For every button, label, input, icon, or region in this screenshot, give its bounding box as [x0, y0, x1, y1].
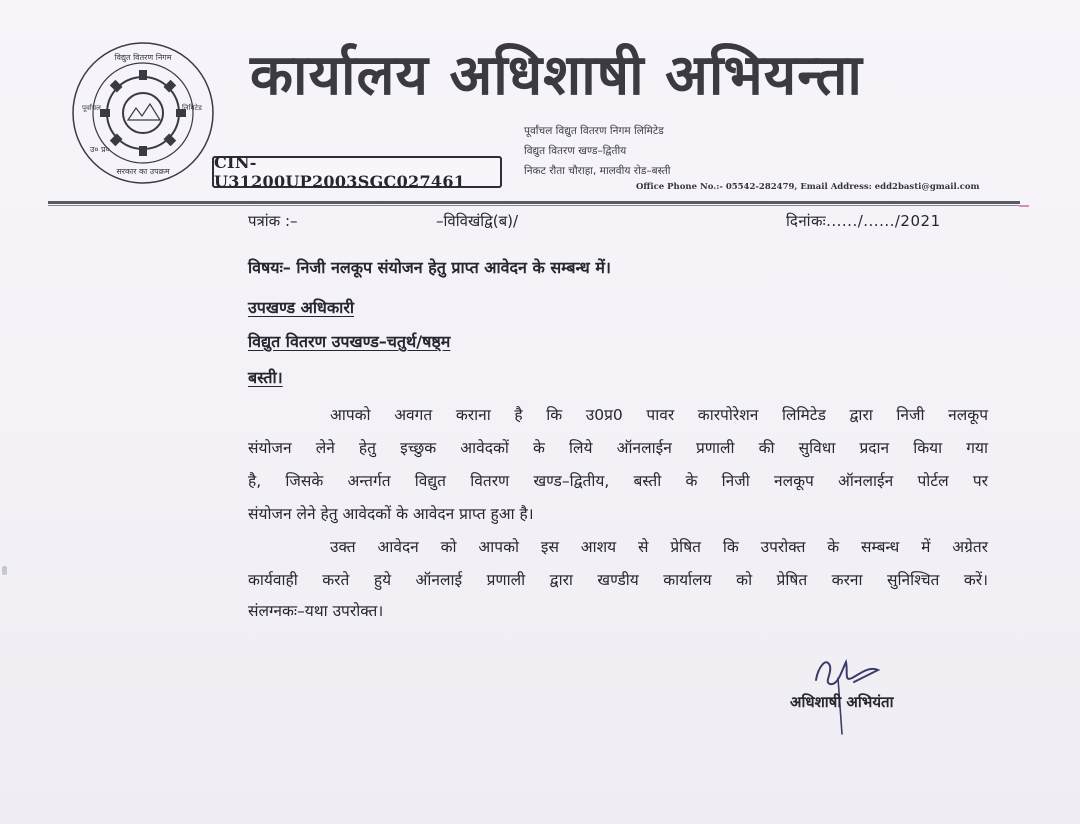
cin-number-box: CIN-U31200UP2003SGC027461 — [212, 156, 502, 188]
body-paragraph-1-line-3: है, जिसके अन्तर्गत विद्युत वितरण खण्ड–द्वितीय, बस्ती के निजी नलकूप ऑनलाईन पोर्टल पर — [248, 472, 988, 490]
address-line-2: विद्युत वितरण खण्ड–द्वितीय — [524, 145, 627, 157]
addressee-designation: उपखण्ड अधिकारी — [248, 298, 355, 317]
reference-label: पत्रांक :– — [248, 212, 298, 230]
letter-subject: विषयः– निजी नलकूप संयोजन हेतु प्राप्त आवेदन के सम्बन्ध में। — [248, 258, 611, 277]
enclosure-note: संलग्नकः–यथा उपरोक्त। — [248, 602, 384, 620]
letter-date: दिनांकः....../....../2021 — [786, 212, 941, 230]
addressee-city: बस्ती। — [248, 368, 283, 387]
svg-text:लिमिटेड: लिमिटेड — [182, 104, 202, 112]
contact-details: Office Phone No.:- 05542-282479, Email Address: edd2basti@gmail.com — [636, 182, 980, 192]
body-paragraph-1-line-2: संयोजन लेने हेतु इच्छुक आवेदकों के लिये ऑनलाईन प्रणाली की सुविधा प्रदान किया गया — [248, 439, 988, 457]
reference-number: –विविखंद्वि(ब)/ — [436, 212, 519, 230]
address-line-1: पूर्वांचल विद्युत वितरण निगम लिमिटेड — [524, 125, 664, 137]
corporation-seal-logo — [70, 40, 216, 186]
scan-artifact — [2, 566, 7, 575]
body-paragraph-1-line-4: संयोजन लेने हेतु आवेदकों के आवेदन प्राप्त हुआ है। — [248, 505, 534, 523]
signatory-designation: अधिशाषी अभियंता — [790, 693, 894, 711]
svg-text:विद्युत वितरण निगम: विद्युत वितरण निगम — [114, 53, 172, 62]
addressee-office: विद्युत वितरण उपखण्ड–चतुर्थ/षष्ठ्म — [248, 332, 451, 351]
svg-text:उ० प्र०: उ० प्र० — [90, 145, 110, 154]
body-paragraph-1-line-1: आपको अवगत कराना है कि उ0प्र0 पावर कारपोरेशन लिमिटेड द्वारा निजी नलकूप — [330, 406, 988, 424]
address-line-3: निकट रौता चौराहा, मालवीय रोड–बस्ती — [524, 165, 671, 177]
svg-text:पूर्वांचल: पूर्वांचल — [82, 104, 101, 112]
office-title: कार्यालय अधिशाषी अभियन्ता — [250, 43, 863, 108]
ink-mark — [1019, 205, 1029, 207]
header-divider-thin — [48, 205, 1020, 206]
header-divider — [48, 201, 1020, 204]
svg-text:सरकार का उपक्रम: सरकार का उपक्रम — [116, 167, 170, 176]
body-paragraph-2-line-1: उक्त आवेदन को आपको इस आशय से प्रेषित कि उपरोक्त के सम्बन्ध में अग्रेतर — [330, 538, 988, 556]
body-paragraph-2-line-2: कार्यवाही करते हुये ऑनलाई प्रणाली द्वारा खण्डीय कार्यालय को प्रेषित करना सुनिश्चित करें। — [248, 571, 988, 589]
